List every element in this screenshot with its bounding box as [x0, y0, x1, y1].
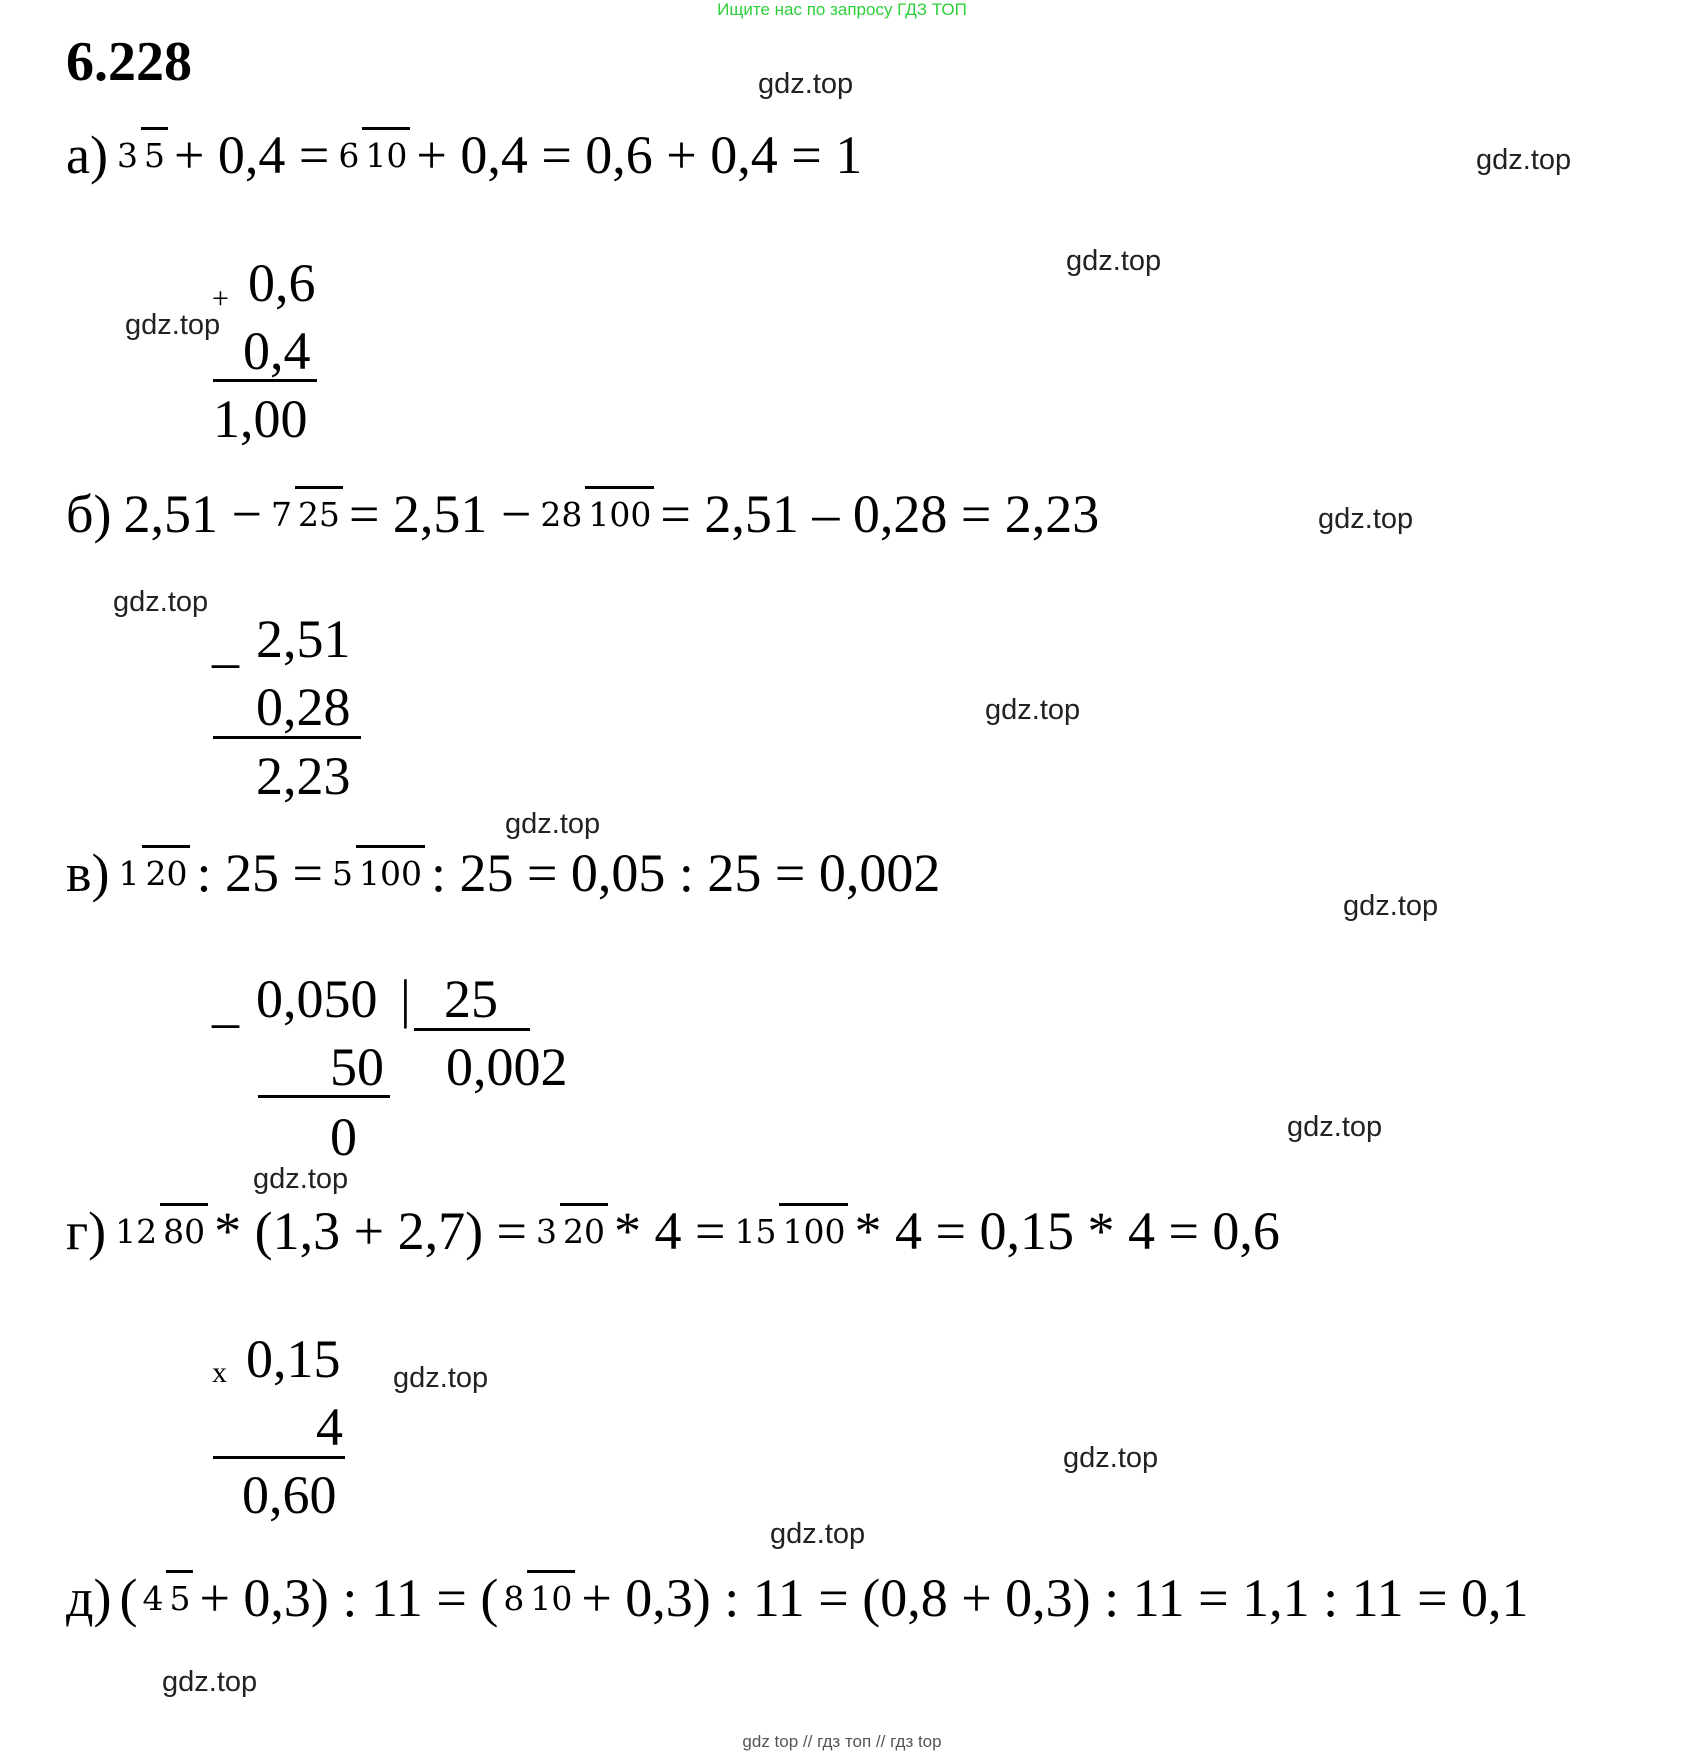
column-operator: x — [212, 1356, 227, 1389]
fraction: 1 20 — [115, 857, 190, 890]
expression-text: * 4 = — [614, 1201, 726, 1261]
fraction: 3 5 — [114, 139, 168, 172]
part-g-equation — [66, 1200, 1280, 1262]
expression-text: = 2,51 – 0,28 = 2,23 — [660, 484, 1100, 544]
part-label: д) — [66, 1568, 112, 1628]
watermark: gdz.top — [393, 1362, 489, 1394]
problem-number: 6.228 — [66, 31, 192, 93]
watermark: gdz.top — [1343, 890, 1439, 922]
fraction: 6 10 — [335, 139, 410, 172]
column-result: 1,00 — [213, 389, 308, 449]
column-bottom: 0,4 — [243, 321, 311, 381]
fraction: 3 20 — [533, 1215, 608, 1248]
footer-banner: gdz top // гдз топ // гдз top — [742, 1732, 942, 1751]
watermark: gdz.top — [113, 586, 209, 618]
expression-text: * 4 = 0,15 * 4 = 0,6 — [854, 1201, 1280, 1261]
watermark: gdz.top — [1287, 1111, 1383, 1143]
division-rule — [258, 1095, 390, 1098]
fraction: 4 5 — [139, 1582, 193, 1615]
column-operator: _ — [212, 613, 239, 673]
expression-text: ( — [119, 1568, 138, 1628]
expression-text: * (1,3 + 2,7) = — [214, 1201, 528, 1261]
column-operator: + — [212, 282, 229, 315]
expression-text: + 0,3) : 11 = ( — [199, 1568, 499, 1628]
column-bottom: 0,28 — [256, 677, 351, 737]
expression-text: = 2,51 − — [348, 484, 532, 544]
division-subtrahend: 50 — [330, 1037, 384, 1097]
part-v-equation — [66, 842, 940, 904]
watermark: gdz.top — [770, 1518, 866, 1550]
fraction: 5 100 — [329, 857, 425, 890]
part-label: в) — [66, 843, 110, 903]
part-d-equation — [66, 1567, 1529, 1629]
expression-text: : 25 = — [196, 843, 323, 903]
fraction: 12 80 — [112, 1215, 208, 1248]
division-quotient: 0,002 — [446, 1037, 568, 1097]
expression-text: + 0,4 = 0,6 + 0,4 = 1 — [416, 125, 863, 185]
column-top: 0,15 — [246, 1329, 341, 1389]
watermark: gdz.top — [162, 1666, 258, 1698]
watermark: gdz.top — [253, 1163, 349, 1195]
watermark: gdz.top — [505, 808, 601, 840]
watermark: gdz.top — [125, 309, 221, 341]
column-rule — [213, 379, 317, 382]
watermark: gdz.top — [985, 694, 1081, 726]
fraction: 7 25 — [268, 498, 343, 531]
watermark: gdz.top — [758, 68, 854, 100]
part-label: г) — [66, 1201, 107, 1261]
column-bottom: 4 — [316, 1397, 343, 1457]
column-rule — [213, 736, 361, 739]
division-bar: | — [400, 969, 411, 1029]
column-top: 2,51 — [256, 609, 351, 669]
divisor-rule — [414, 1028, 530, 1031]
part-label: а) — [66, 125, 108, 185]
expression-text: : 25 = 0,05 : 25 = 0,002 — [430, 843, 941, 903]
fraction: 28 100 — [537, 498, 654, 531]
division-dividend: 0,050 — [256, 969, 378, 1029]
part-b-equation — [66, 483, 1099, 545]
search-banner: Ищите нас по запросу ГДЗ ТОП — [717, 0, 967, 19]
column-result: 2,23 — [256, 746, 351, 806]
fraction: 15 100 — [731, 1215, 848, 1248]
division-divisor: 25 — [444, 969, 498, 1029]
watermark: gdz.top — [1318, 503, 1414, 535]
expression-text: + 0,4 = — [173, 125, 330, 185]
watermark: gdz.top — [1063, 1442, 1159, 1474]
expression-text: + 0,3) : 11 = (0,8 + 0,3) : 11 = 1,1 : 11 = 0,1 — [581, 1568, 1529, 1628]
division-remainder: 0 — [330, 1107, 357, 1167]
column-rule — [213, 1456, 345, 1459]
watermark: gdz.top — [1476, 144, 1572, 176]
expression-text: 2,51 − — [123, 484, 262, 544]
watermark: gdz.top — [1066, 245, 1162, 277]
part-label: б) — [66, 484, 112, 544]
fraction: 8 10 — [500, 1582, 575, 1615]
part-a-equation — [66, 124, 862, 186]
column-result: 0,60 — [242, 1465, 337, 1525]
division-operator: _ — [212, 973, 239, 1033]
column-top: 0,6 — [248, 253, 316, 313]
